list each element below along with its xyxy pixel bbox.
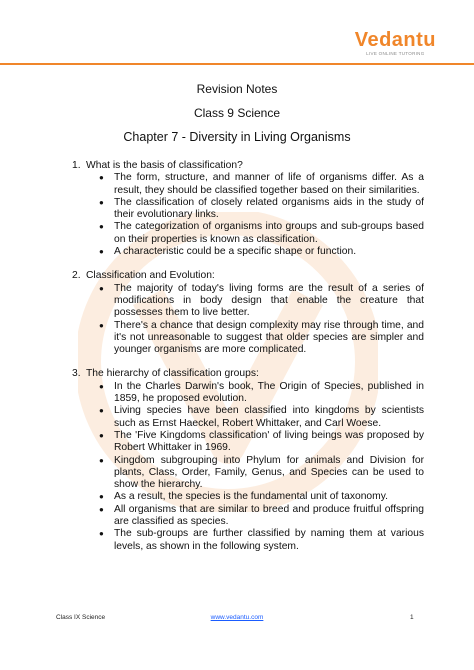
section-heading-text: Classification and Evolution: — [86, 270, 215, 282]
section-basis-of-classification — [72, 160, 424, 258]
bullet-item: ● A characteristic could be a specific shape or function. — [72, 246, 424, 258]
bullet-list — [72, 381, 424, 553]
section-heading — [72, 368, 424, 380]
vedantu-logo — [355, 30, 436, 56]
footer-page-number: 1 — [410, 614, 414, 621]
section-hierarchy — [72, 368, 424, 552]
doc-title-chapter: Chapter 7 - Diversity in Living Organisms — [123, 130, 351, 144]
section-heading-text: The hierarchy of classification groups: — [86, 368, 259, 380]
bullet-item: ● Living species have been classified into kingdoms by scientists such as Ernst Haeckel, Robert Whittaker, and Carl Woese. — [72, 405, 424, 430]
section-number: 3. — [72, 368, 81, 380]
bullet-list — [72, 283, 424, 357]
bullet-item: ● The categorization of organisms into groups and sub-groups based on their properties is known as classification. — [72, 221, 424, 246]
section-number: 1. — [72, 160, 81, 171]
section-heading-text: What is the basis of classification? — [86, 160, 243, 171]
bullet-list — [72, 172, 424, 258]
section-heading — [72, 270, 424, 282]
bullet-item: ● The sub-groups are further classified by naming them at various levels, as shown in the following system. — [72, 528, 424, 553]
notes-content — [72, 160, 424, 565]
logo-tagline: LIVE ONLINE TUTORING — [366, 51, 425, 56]
header-divider — [0, 63, 474, 65]
section-heading — [72, 160, 424, 172]
doc-title-revision-notes: Revision Notes — [196, 82, 278, 96]
footer-website-link[interactable]: www.vedantu.com — [210, 614, 264, 621]
section-classification-evolution — [72, 270, 424, 356]
doc-title-class: Class 9 Science — [193, 106, 281, 120]
bullet-item: ● In the Charles Darwin's book, The Origin of Species, published in 1859, he proposed evolution. — [72, 381, 424, 406]
bullet-item: ● There's a chance that design complexity may rise through time, and it's not unreasonable to suggest that older species are simpler and younger organisms are more complicated. — [72, 320, 424, 357]
bullet-item: ● The form, structure, and manner of life of organisms differ. As a result, they should be classified together based on their similarities. — [72, 172, 424, 197]
bullet-item: ● As a result, the species is the fundamental unit of taxonomy. — [72, 491, 424, 503]
logo-wordmark: Vedantu — [354, 29, 436, 51]
section-number: 2. — [72, 270, 81, 282]
bullet-item: ● The majority of today's living forms are the result of a series of modifications in body design that enable the creature that possesses them to live better. — [72, 283, 424, 320]
bullet-item: ● The 'Five Kingdoms classification' of living beings was proposed by Robert Whittaker in 1969. — [72, 430, 424, 455]
bullet-item: ● All organisms that are similar to breed and produce fruitful offspring are classified as species. — [72, 504, 424, 529]
bullet-item: ● Kingdom subgrouping into Phylum for animals and Division for plants, Class, Order, Family, Genus, and Species can be used to show the hierarchy. — [72, 455, 424, 492]
footer-class-label: Class IX Science — [56, 614, 106, 621]
bullet-item: ● The classification of closely related organisms aids in the study of their evolutionary links. — [72, 197, 424, 222]
